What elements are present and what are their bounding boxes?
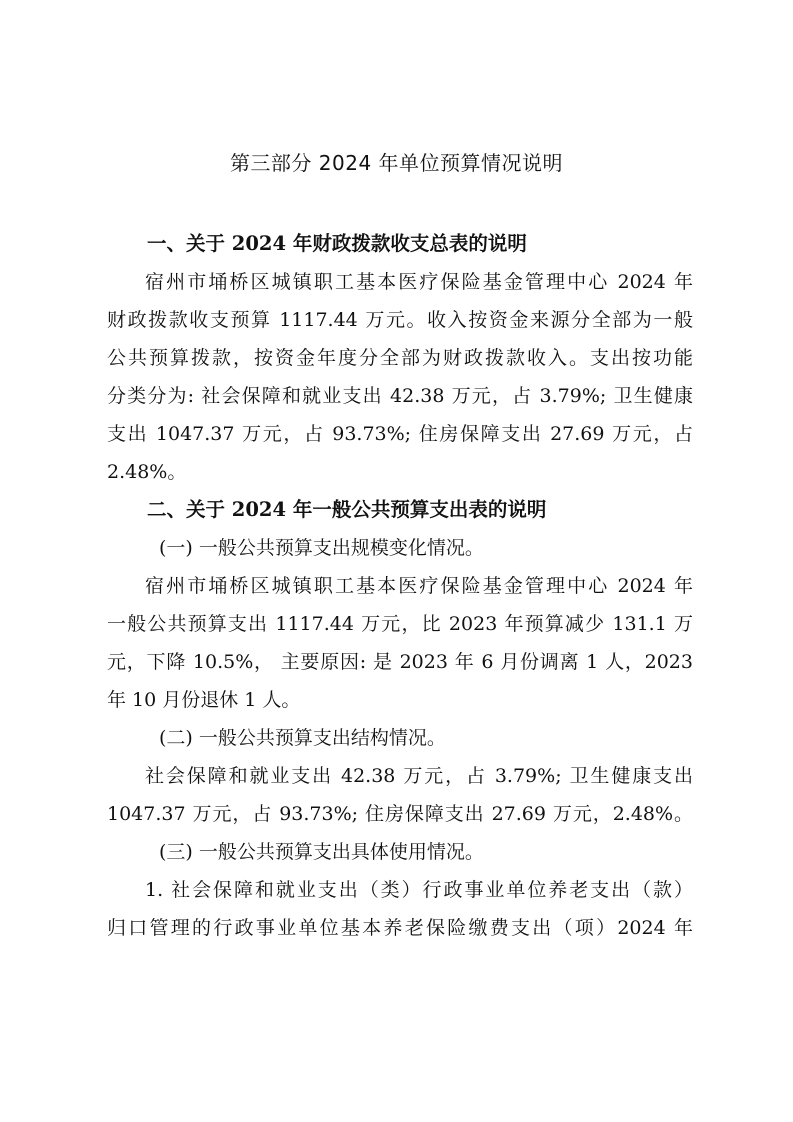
subsection-heading-3: (三) 一般公共预算支出具体使用情况。 xyxy=(159,841,484,863)
paragraph-line: 支出 1047.37 万元，占 93.73%; 住房保障支出 27.69 万元，占 xyxy=(107,423,693,445)
paragraph-line: 宿州市埇桥区城镇职工基本医疗保险基金管理中心 2024 年 xyxy=(145,575,693,597)
subsection-heading-2: (二) 一般公共预算支出结构情况。 xyxy=(159,727,446,749)
paragraph-line: 一般公共预算支出 1117.44 万元，比 2023 年预算减少 131.1 万 xyxy=(107,613,693,635)
section-heading-2: 二、关于 2024 年一般公共预算支出表的说明 xyxy=(147,498,547,521)
paragraph-line: 1047.37 万元，占 93.73%; 住房保障支出 27.69 万元，2.48%。 xyxy=(107,803,693,825)
paragraph-line: 社会保障和就业支出 42.38 万元，占 3.79%; 卫生健康支出 xyxy=(145,765,693,787)
paragraph-line: 元，下降 10.5%， 主要原因: 是 2023 年 6 月份调离 1 人，2023 xyxy=(107,651,693,673)
paragraph-line: 1. 社会保障和就业支出（类）行政事业单位养老支出（款） xyxy=(145,879,693,901)
section2-paragraph-3 xyxy=(107,871,693,947)
paragraph-line: 分类分为: 社会保障和就业支出 42.38 万元，占 3.79%; 卫生健康 xyxy=(107,385,693,407)
section2-paragraph-2 xyxy=(107,757,693,833)
paragraph-line: 公共预算拨款，按资金年度分全部为财政拨款收入。支出按功能 xyxy=(107,347,693,369)
paragraph-line: 2.48%。 xyxy=(107,461,187,483)
page-title: 第三部分 2024 年单位预算情况说明 xyxy=(229,151,564,175)
document-body xyxy=(107,225,693,947)
section-heading-1: 一、关于 2024 年财政拨款收支总表的说明 xyxy=(147,232,527,255)
paragraph-line: 财政拨款收支预算 1117.44 万元。收入按资金来源分全部为一般 xyxy=(107,309,693,331)
paragraph-line: 归口管理的行政事业单位基本养老保险缴费支出（项）2024 年 xyxy=(107,917,693,939)
section1-paragraph xyxy=(107,263,693,491)
subsection-heading-1: (一) 一般公共预算支出规模变化情况。 xyxy=(159,537,484,559)
section2-paragraph-1 xyxy=(107,567,693,719)
paragraph-line: 宿州市埇桥区城镇职工基本医疗保险基金管理中心 2024 年 xyxy=(145,271,693,293)
paragraph-line: 年 10 月份退休 1 人。 xyxy=(107,689,301,711)
